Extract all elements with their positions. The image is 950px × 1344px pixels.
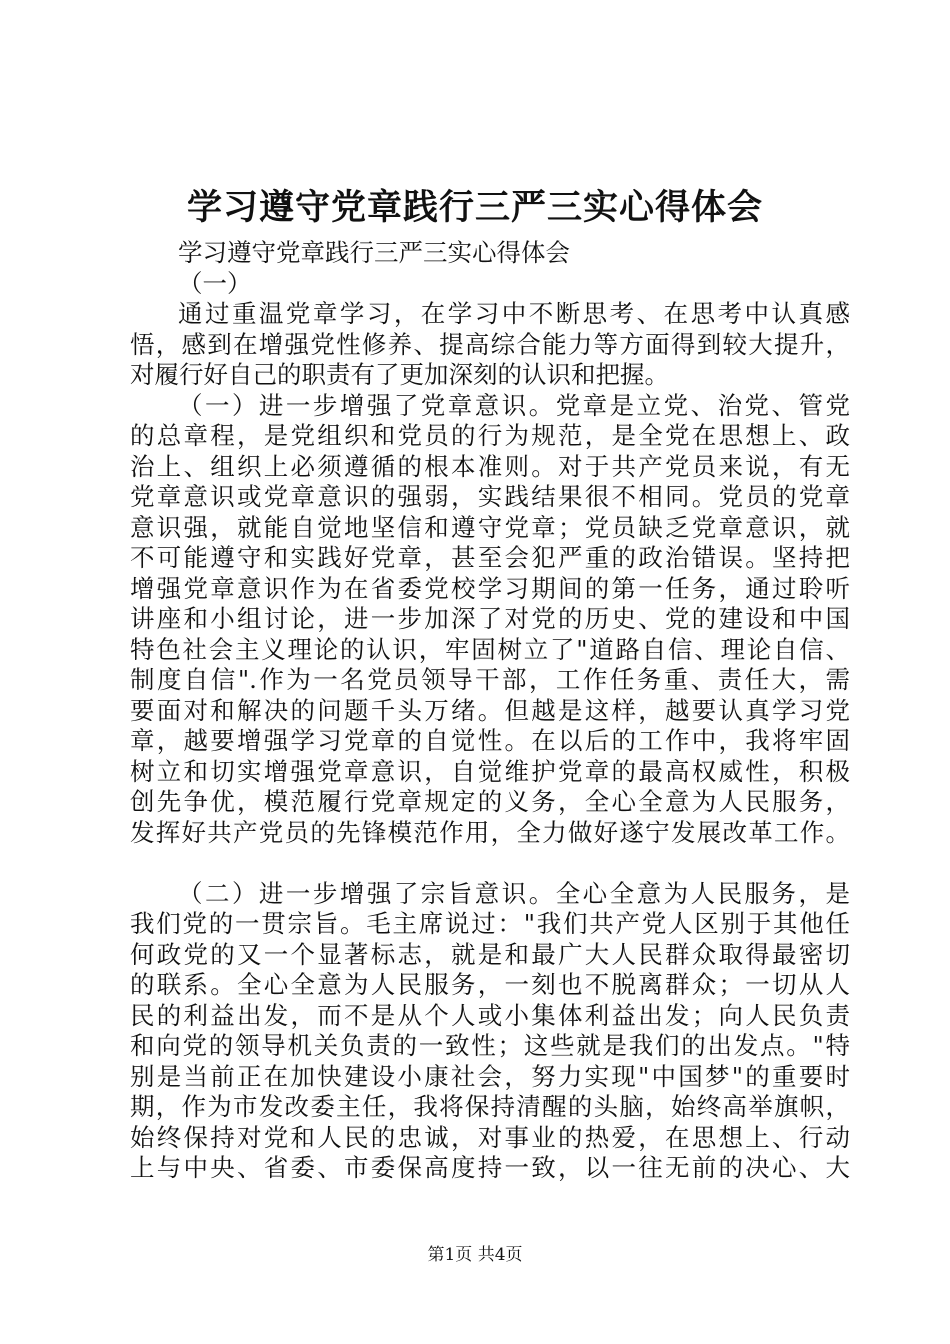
section-marker-text: （一） (178, 268, 252, 298)
paragraph1-line: 树立和切实增强党章意识，自觉维护党章的最高权威性，积极 (130, 756, 850, 786)
paragraph2-line: 民的利益出发，而不是从个人或小集体利益出发；向人民负责 (130, 1000, 850, 1030)
intro-line: 对履行好自己的职责有了更加深刻的认识和把握。 (130, 360, 669, 389)
document-body (130, 238, 850, 1184)
paragraph2-line: 何政党的又一个显著标志，就是和最广大人民群众取得最密切 (130, 939, 850, 969)
paragraph1-line: 特色社会主义理论的认识，牢固树立了"道路自信、理论自信、 (130, 634, 850, 664)
intro-line: 通过重温党章学习，在学习中不断思考、在思考中认真感 (178, 299, 850, 328)
paragraph2-line: 我们党的一贯宗旨。毛主席说过："我们共产党人区别于其他任 (130, 909, 850, 938)
paragraph1-line: 治上、组织上必须遵循的根本准则。对于共产党员来说，有无 (130, 451, 850, 481)
document-subtitle (130, 238, 850, 269)
section-marker (130, 269, 850, 300)
paragraph2-line: 始终保持对党和人民的忠诚，对事业的热爱，在思想上、行动 (130, 1122, 850, 1152)
paragraph2-line: 上与中央、省委、市委保高度持一致，以一往无前的决心、大 (130, 1153, 850, 1182)
paragraph1-line: 不可能遵守和实践好党章，甚至会犯严重的政治错误。坚持把 (130, 543, 850, 572)
paragraph1-line: 制度自信".作为一名党员领导干部，工作任务重、责任大，需 (130, 665, 850, 694)
paragraph2-line: 和向党的领导机关负责的一致性；这些就是我们的出发点。"特 (130, 1031, 850, 1060)
paragraph1-line: 发挥好共产党员的先锋模范作用，全力做好遂宁发展改革工作。 (130, 817, 850, 847)
paragraph1-line: 要面对和解决的问题千头万绪。但越是这样，越要认真学习党 (130, 695, 850, 725)
paragraph-gap (130, 848, 850, 879)
paragraph2-line: 期，作为市发改委主任，我将保持清醒的头脑，始终高举旗帜， (130, 1092, 850, 1121)
paragraph2-line: 的联系。全心全意为人民服务，一刻也不脱离群众；一切从人 (130, 970, 850, 999)
paragraph1-line: （一）进一步增强了党章意识。党章是立党、治党、管党 (178, 390, 850, 420)
intro-line: 悟，感到在增强党性修养、提高综合能力等方面得到较大提升， (130, 329, 850, 359)
document-title: 学习遵守党章践行三严三实心得体会 (186, 187, 763, 228)
paragraph1-line: 党章意识或党章意识的强弱，实践结果很不相同。党员的党章 (130, 482, 850, 511)
paragraph1-line: 讲座和小组讨论，进一步加深了对党的历史、党的建设和中国 (130, 604, 850, 633)
page-footer: 第1页 共4页 (427, 1245, 523, 1265)
paragraph2-line: （二）进一步增强了宗旨意识。全心全意为人民服务，是 (178, 878, 850, 908)
paragraph2-line: 别是当前正在加快建设小康社会，努力实现"中国梦"的重要时 (130, 1061, 850, 1091)
paragraph1-line: 增强党章意识作为在省委党校学习期间的第一任务，通过聆听 (130, 573, 850, 603)
paragraph1-line: 创先争优，模范履行党章规定的义务，全心全意为人民服务， (130, 787, 850, 816)
subtitle-text: 学习遵守党章践行三严三实心得体会 (178, 238, 570, 267)
paragraph1-line: 章，越要增强学习党章的自觉性。在以后的工作中，我将牢固 (130, 726, 850, 755)
paragraph1-line: 的总章程，是党组织和党员的行为规范，是全党在思想上、政 (130, 421, 850, 450)
paragraph1-line: 意识强，就能自觉地坚信和遵守党章；党员缺乏党章意识，就 (130, 512, 850, 542)
